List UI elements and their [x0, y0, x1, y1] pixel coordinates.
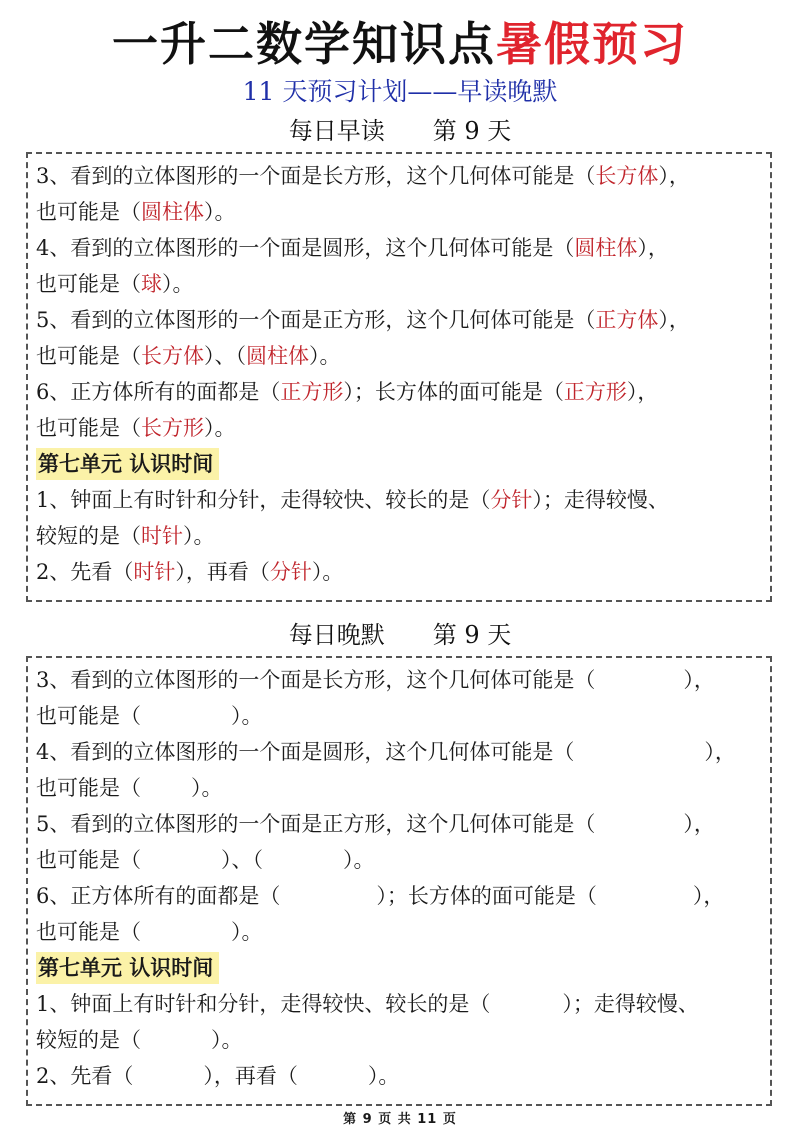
evening-box	[26, 656, 772, 1106]
title-accent: 暑假预习	[496, 17, 688, 71]
answer-blank[interactable]	[280, 878, 376, 914]
morning-q3-line1: 3、看到的立体图形的一个面是长方形，这个几何体可能是（ 长方体 ），	[36, 158, 762, 194]
evening-q5-line2: 也可能是（ ）、（ ）。	[36, 842, 762, 878]
morning-q6-line2: 也可能是（ 长方形 ）。	[36, 410, 762, 446]
answer-blank[interactable]	[141, 770, 191, 806]
evening-q5-line1: 5、看到的立体图形的一个面是正方形，这个几何体可能是（ ），	[36, 806, 762, 842]
morning-q3-line2: 也可能是（ 圆柱体 ）。	[36, 194, 762, 230]
morning-q5-line1: 5、看到的立体图形的一个面是正方形，这个几何体可能是（ 正方体 ），	[36, 302, 762, 338]
evening-q6-line2: 也可能是（ ）。	[36, 914, 762, 950]
evening-u2-line: 2、先看（ ），再看（ ）。	[36, 1058, 762, 1094]
title-main: 一升二数学知识点	[112, 17, 496, 71]
evening-unit-heading: 第七单元 认识时间	[36, 952, 219, 984]
answer: 球	[141, 272, 162, 296]
evening-unit-line	[36, 950, 762, 986]
answer: 分针	[269, 560, 312, 584]
answer-blank[interactable]	[141, 842, 221, 878]
evening-q3-line1: 3、看到的立体图形的一个面是长方形，这个几何体可能是（ ），	[36, 662, 762, 698]
morning-q5-line2: 也可能是（ 长方体 ）、（ 圆柱体 ）。	[36, 338, 762, 374]
answer-blank[interactable]	[597, 878, 693, 914]
morning-q6-line1: 6、正方体所有的面都是（ 正方形 ）；长方体的面可能是（ 正方形 ），	[36, 374, 762, 410]
evening-u1-line1: 1、钟面上有时针和分针，走得较快、较长的是（ ）；走得较慢、	[36, 986, 762, 1022]
answer: 圆柱体	[246, 344, 309, 368]
morning-unit-heading: 第七单元 认识时间	[36, 448, 219, 480]
answer-blank[interactable]	[298, 1058, 368, 1094]
answer: 圆柱体	[574, 236, 638, 260]
answer-blank[interactable]	[574, 734, 704, 770]
answer: 分针	[490, 488, 533, 512]
morning-u1-line1: 1、钟面上有时针和分针，走得较快、较长的是（ 分针 ）；走得较慢、	[36, 482, 762, 518]
answer: 正方体	[595, 308, 659, 332]
answer-blank[interactable]	[133, 1058, 203, 1094]
answer-blank[interactable]	[141, 1022, 211, 1058]
morning-heading-label: 每日早读	[288, 117, 385, 145]
answer-blank[interactable]	[141, 698, 231, 734]
page-footer: 第 9 页 共 11 页	[343, 1112, 457, 1127]
page-title	[0, 14, 800, 74]
evening-q4-line2: 也可能是（ ）。	[36, 770, 762, 806]
answer-blank[interactable]	[595, 662, 683, 698]
answer: 长方体	[141, 344, 204, 368]
morning-heading	[0, 116, 800, 146]
answer-blank[interactable]	[141, 914, 231, 950]
answer: 时针	[133, 560, 176, 584]
evening-q3-line2: 也可能是（ ）。	[36, 698, 762, 734]
evening-day: 第 9 天	[432, 621, 512, 649]
answer: 长方形	[141, 416, 204, 440]
morning-unit-line	[36, 446, 762, 482]
page-subtitle: 11 天预习计划——早读晚默	[242, 77, 558, 106]
evening-u1-line2: 较短的是（ ）。	[36, 1022, 762, 1058]
morning-u2-line: 2、先看（ 时针 ），再看（ 分针 ）。	[36, 554, 762, 590]
morning-q4-line1: 4、看到的立体图形的一个面是圆形，这个几何体可能是（ 圆柱体 ），	[36, 230, 762, 266]
answer-blank[interactable]	[263, 842, 343, 878]
morning-box	[26, 152, 772, 602]
answer-blank[interactable]	[490, 986, 562, 1022]
evening-q4-line1: 4、看到的立体图形的一个面是圆形，这个几何体可能是（ ），	[36, 734, 762, 770]
answer: 正方形	[563, 380, 627, 404]
evening-q6-line1: 6、正方体所有的面都是（ ）；长方体的面可能是（ ），	[36, 878, 762, 914]
answer: 时针	[141, 524, 183, 548]
morning-u1-line2: 较短的是（ 时针 ）。	[36, 518, 762, 554]
answer: 长方体	[595, 164, 659, 188]
answer: 圆柱体	[141, 200, 204, 224]
evening-heading-label: 每日晚默	[288, 621, 385, 649]
morning-day: 第 9 天	[432, 117, 512, 145]
answer-blank[interactable]	[595, 806, 683, 842]
answer: 正方形	[280, 380, 344, 404]
morning-q4-line2: 也可能是（ 球 ）。	[36, 266, 762, 302]
evening-heading	[0, 620, 800, 650]
